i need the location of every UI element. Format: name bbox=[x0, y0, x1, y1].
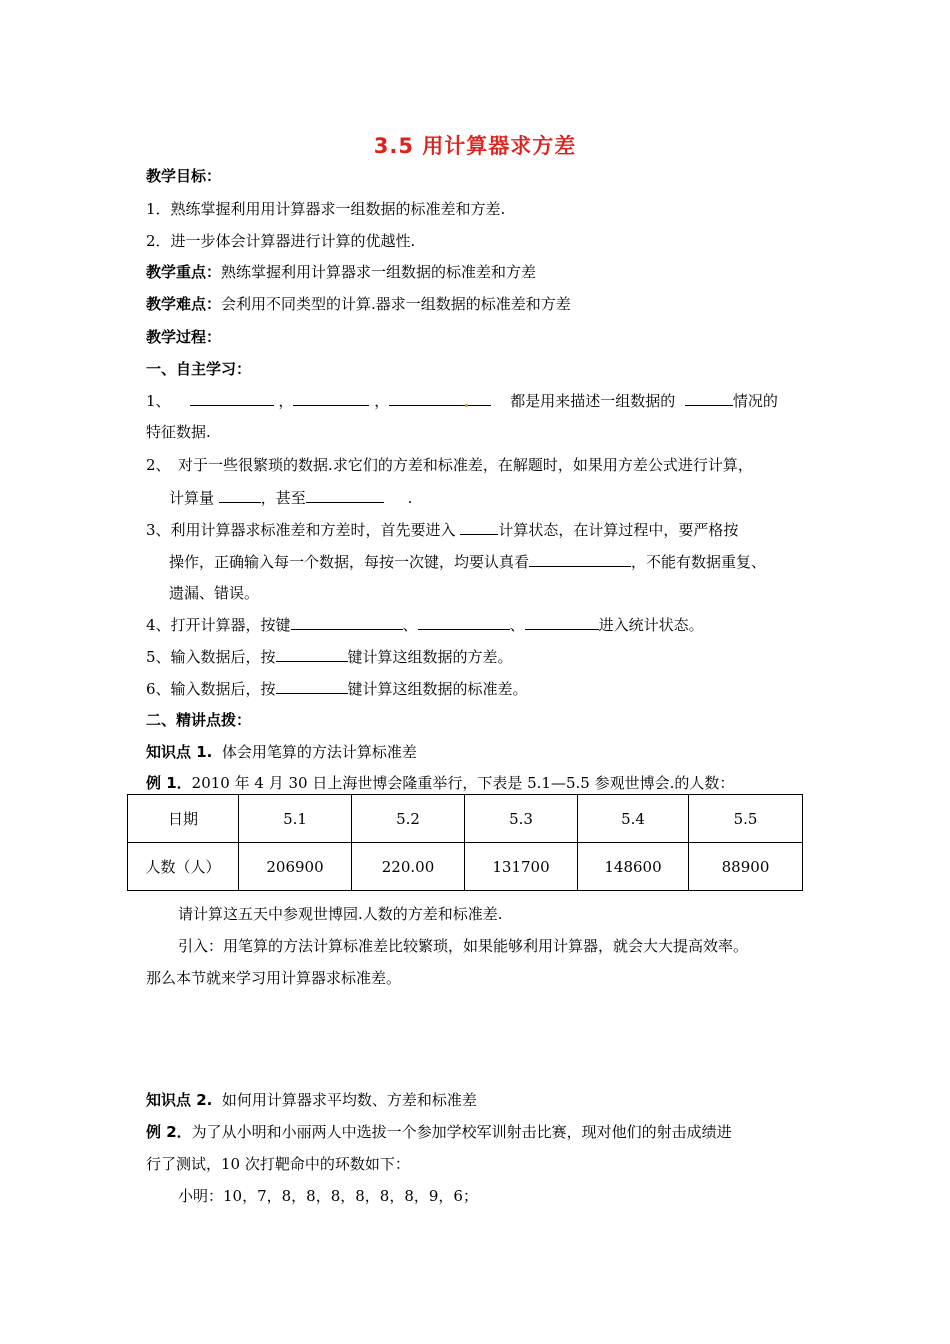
table-cell: 5.4 bbox=[578, 795, 689, 843]
q1-sep-1: ， bbox=[278, 392, 294, 410]
table-cell: 88900 bbox=[689, 843, 803, 891]
table-cell: 5.3 bbox=[465, 795, 578, 843]
q5-text-a: 5、输入数据后，按 bbox=[146, 648, 276, 666]
ex1-label: 例 1． bbox=[146, 774, 192, 792]
q2-blank-1 bbox=[219, 487, 261, 503]
visitor-table bbox=[127, 794, 803, 891]
example-2-continued: 行了测试，10 次打靶命中的环数如下： bbox=[146, 1155, 410, 1173]
stray-dot-mark bbox=[465, 404, 468, 407]
q3-text-d: ，不能有数据重复、 bbox=[631, 553, 767, 571]
section1-heading: 一、自主学习： bbox=[146, 360, 252, 378]
table-row bbox=[128, 843, 803, 891]
table-cell: 日期 bbox=[128, 795, 239, 843]
q5-text-b: 键计算这组数据的方差。 bbox=[347, 648, 513, 666]
question-5 bbox=[146, 646, 513, 667]
ex1-text: 2010 年 4 月 30 日上海世博会隆重举行，下表是 5.1—5.5 参观世博会.的人数： bbox=[191, 774, 735, 792]
table-cell: 5.1 bbox=[239, 795, 352, 843]
key-point-text: 熟练掌握利用计算器求一组数据的标准差和方差 bbox=[221, 263, 537, 281]
table-row bbox=[128, 795, 803, 843]
kp1-label: 知识点 1. bbox=[146, 743, 213, 761]
kp2-text: 如何用计算器求平均数、方差和标准差 bbox=[221, 1091, 477, 1109]
intro-line-1: 引入：用笔算的方法计算标准差比较繁琐，如果能够利用计算器，就会大大提高效率。 bbox=[178, 937, 749, 955]
q3-blank-1 bbox=[460, 519, 498, 535]
key-point bbox=[146, 262, 536, 282]
q3-text-c: 操作，正确输入每一个数据，每按一次键，均要认真看 bbox=[169, 553, 530, 571]
goals-heading: 教学目标： bbox=[146, 167, 222, 185]
example-1 bbox=[146, 773, 734, 793]
q2-text-a: 计算量 bbox=[169, 489, 215, 507]
goal-item-2: 2．进一步体会计算器进行计算的优越性. bbox=[146, 232, 416, 250]
q4-blank-2 bbox=[418, 614, 510, 630]
q3-blank-2 bbox=[529, 551, 631, 567]
table-cell: 206900 bbox=[239, 843, 352, 891]
question-3-line-1 bbox=[146, 519, 738, 540]
question-3-line-3: 遗漏、错误。 bbox=[169, 584, 260, 602]
q4-sep-2: 、 bbox=[509, 616, 525, 634]
q1-sep-2: ， bbox=[374, 392, 390, 410]
q4-blank-3 bbox=[525, 614, 599, 630]
q2-blank-2 bbox=[306, 487, 384, 503]
q4-text-end: 进入统计状态。 bbox=[598, 616, 704, 634]
difficulty bbox=[146, 294, 571, 314]
q3-text-a: 3、利用计算器求标准差和方差时，首先要进入 bbox=[146, 521, 456, 539]
question-2-line-1: 2、 对于一些很繁琐的数据.求它们的方差和标准差，在解题时，如果用方差公式进行计算， bbox=[146, 456, 753, 474]
difficulty-text: 会利用不同类型的计算.器求一组数据的标准差和方差 bbox=[221, 295, 571, 313]
page-title: 3.5 用计算器求方差 bbox=[373, 134, 577, 158]
knowledge-point-1 bbox=[146, 742, 417, 762]
key-point-label: 教学重点： bbox=[146, 263, 222, 281]
question-6 bbox=[146, 678, 528, 699]
question-4 bbox=[146, 614, 704, 635]
q1-blank-4 bbox=[685, 390, 733, 406]
q1-middle-text: 都是用来描述一组数据的 bbox=[510, 392, 676, 410]
example-1-question: 请计算这五天中参观世博园.人数的方差和标准差. bbox=[178, 905, 503, 923]
table-cell: 148600 bbox=[578, 843, 689, 891]
table-cell: 131700 bbox=[465, 843, 578, 891]
difficulty-label: 教学难点： bbox=[146, 295, 222, 313]
ex2-label: 例 2． bbox=[146, 1123, 192, 1141]
ex2-text: 为了从小明和小丽两人中选拔一个参加学校军训射击比赛，现对他们的射击成绩进 bbox=[191, 1123, 732, 1141]
question-1 bbox=[146, 390, 778, 411]
kp1-text: 体会用笔算的方法计算标准差 bbox=[221, 743, 417, 761]
table-cell: 5.2 bbox=[352, 795, 465, 843]
q2-text-c: . bbox=[407, 489, 413, 507]
q1-blank-2 bbox=[293, 390, 369, 406]
q6-blank bbox=[276, 678, 348, 694]
question-2-line-2 bbox=[169, 487, 412, 508]
q3-text-b: 计算状态，在计算过程中，要严格按 bbox=[498, 521, 739, 539]
table-cell: 人数（人） bbox=[128, 843, 239, 891]
question-1-continued: 特征数据. bbox=[146, 423, 211, 441]
q5-blank bbox=[276, 646, 348, 662]
process-heading: 教学过程： bbox=[146, 328, 222, 346]
q2-text-b: ，甚至 bbox=[260, 489, 306, 507]
goal-item-1: 1．熟练掌握利用用计算器求一组数据的标准差和方差. bbox=[146, 200, 506, 218]
question-3-line-2 bbox=[169, 551, 766, 572]
q6-text-a: 6、输入数据后，按 bbox=[146, 680, 276, 698]
example-2 bbox=[146, 1122, 732, 1142]
xiaoming-scores: 小明：10，7，8，8，8，8，8，8，9，6； bbox=[178, 1187, 478, 1205]
q4-sep-1: 、 bbox=[402, 616, 418, 634]
q1-blank-1 bbox=[190, 390, 274, 406]
intro-line-2: 那么本节就来学习用计算器求标准差。 bbox=[146, 969, 402, 987]
q1-end-text: 情况的 bbox=[732, 392, 778, 410]
table-cell: 5.5 bbox=[689, 795, 803, 843]
table-cell: 220.00 bbox=[352, 843, 465, 891]
section2-heading: 二、精讲点拨： bbox=[146, 711, 252, 729]
kp2-label: 知识点 2. bbox=[146, 1091, 213, 1109]
knowledge-point-2 bbox=[146, 1090, 477, 1110]
q4-blank-1 bbox=[291, 614, 403, 630]
q1-blank-3 bbox=[389, 390, 491, 406]
q6-text-b: 键计算这组数据的标准差。 bbox=[347, 680, 528, 698]
q1-number: 1、 bbox=[146, 392, 171, 410]
q4-text-a: 4、打开计算器，按键 bbox=[146, 616, 291, 634]
